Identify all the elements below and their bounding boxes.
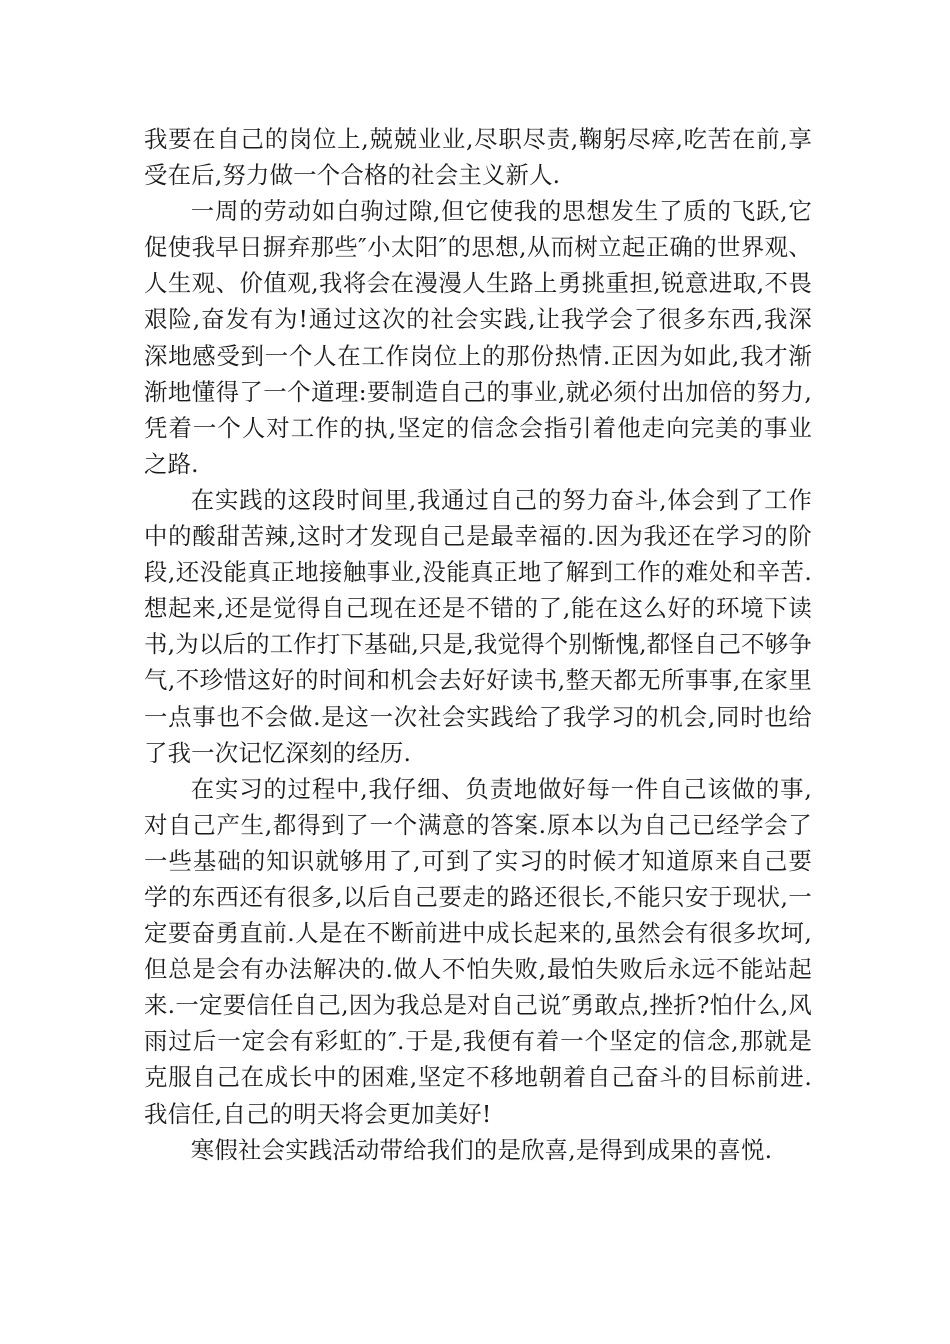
- paragraph-5: 寒假社会实践活动带给我们的是欣喜,是得到成果的喜悦.: [190, 1135, 773, 1164]
- document-body: [144, 121, 812, 1168]
- paragraph-2: 一周的劳动如白驹过隙,但它使我的思想发生了质的飞跃,它促使我早日摒弃那些″小太阳″的思想,从而树立起正确的世界观、人生观、价值观,我将会在漫漫人生路上勇挑重担,锐意进取,不畏艰险,奋发有为!通过这次的社会实践,让我学会了很多东西,我深深地感受到一个人在工作岗位上的那份热情.正因为如此,我才渐渐地懂得了一个道理:要制造自己的事业,就必须付出加倍的努力,凭着一个人对工作的执,坚定的信念会指引着他走向完美的事业之路.: [144, 197, 812, 478]
- paragraph-3: 在实践的这段时间里,我通过自己的努力奋斗,体会到了工作中的酸甜苦辣,这时才发现自己是最幸福的.因为我还在学习的阶段,还没能真正地接触事业,没能真正地了解到工作的难处和辛苦.想起来,还是觉得自己现在还是不错的了,能在这么好的环境下读书,为以后的工作打下基础,只是,我觉得个别惭愧,都怪自己不够争气,不珍惜这好的时间和机会去好好读书,整天都无所事事,在家里一点事也不会做.是这一次社会实践给了我学习的机会,同时也给了我一次记忆深刻的经历.: [144, 485, 812, 767]
- paragraph-1: 我要在自己的岗位上,兢兢业业,尽职尽责,鞠躬尽瘁,吃苦在前,享受在后,努力做一个合格的社会主义新人.: [144, 125, 812, 190]
- paragraph-4: 在实习的过程中,我仔细、负责地做好每一件自己该做的事,对自己产生,都得到了一个满意的答案.原本以为自己已经学会了一些基础的知识就够用了,可到了实习的时候才知道原来自己要学的东西还有很多,以后自己要走的路还很长,不能只安于现状,一定要奋勇直前.人是在不断前进中成长起来的,虽然会有很多坎坷,但总是会有办法解决的.做人不怕失败,最怕失败后永远不能站起来.一定要信任自己,因为我总是对自己说″勇敢点,挫折?怕什么,风雨过后一定会有彩虹的″.于是,我便有着一个坚定的信念,那就是克服自己在成长中的困难,坚定不移地朝着自己奋斗的目标前进.我信任,自己的明天将会更加美好!: [144, 774, 812, 1128]
